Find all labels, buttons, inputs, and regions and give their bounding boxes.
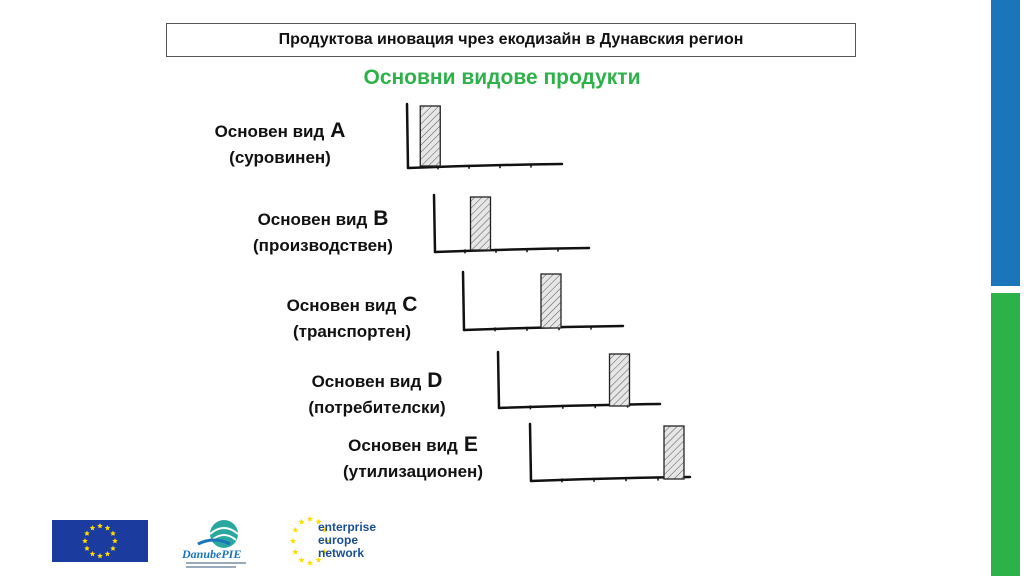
stage-label-c: Основен вид C (транспортен) <box>286 293 418 341</box>
svg-text:DanubePIE: DanubePIE <box>182 547 242 561</box>
stage-bar-c <box>541 274 561 328</box>
axis-vertical-d <box>498 352 499 408</box>
axis-horizontal-b <box>435 248 589 252</box>
stage-label-e: Основен вид E (утилизационен) <box>343 433 483 481</box>
eu-stars-icon <box>52 520 148 562</box>
enterprise-europe-network-logo <box>290 514 380 568</box>
svg-text:europe: europe <box>318 533 359 547</box>
stage-label-a: Основен вид A (суровинен) <box>214 119 346 167</box>
axis-vertical-b <box>434 195 435 252</box>
axis-vertical-a <box>407 104 408 168</box>
stage-label-d: Основен вид D (потребителски) <box>308 369 446 417</box>
axis-vertical-e <box>530 424 531 481</box>
axis-horizontal-d <box>499 404 660 408</box>
stage-label-b: Основен вид B (производствен) <box>253 207 393 255</box>
danube-globe-icon <box>178 514 260 570</box>
stage-bar-b <box>471 197 491 250</box>
page-subtitle: Основни видове продукти <box>363 66 641 89</box>
svg-text:enterprise: enterprise <box>318 520 377 534</box>
een-stars-icon <box>290 514 380 568</box>
eu-flag-logo <box>52 520 148 562</box>
page-title: Продуктова иновация чрез екодизайн в Дунавския регион <box>278 31 744 48</box>
stage-bar-a <box>420 106 440 166</box>
danube-pie-logo <box>178 514 260 570</box>
axis-vertical-c <box>463 272 464 330</box>
stage-bar-e <box>664 426 684 479</box>
svg-text:network: network <box>318 546 365 560</box>
stage-bar-d <box>610 354 630 406</box>
